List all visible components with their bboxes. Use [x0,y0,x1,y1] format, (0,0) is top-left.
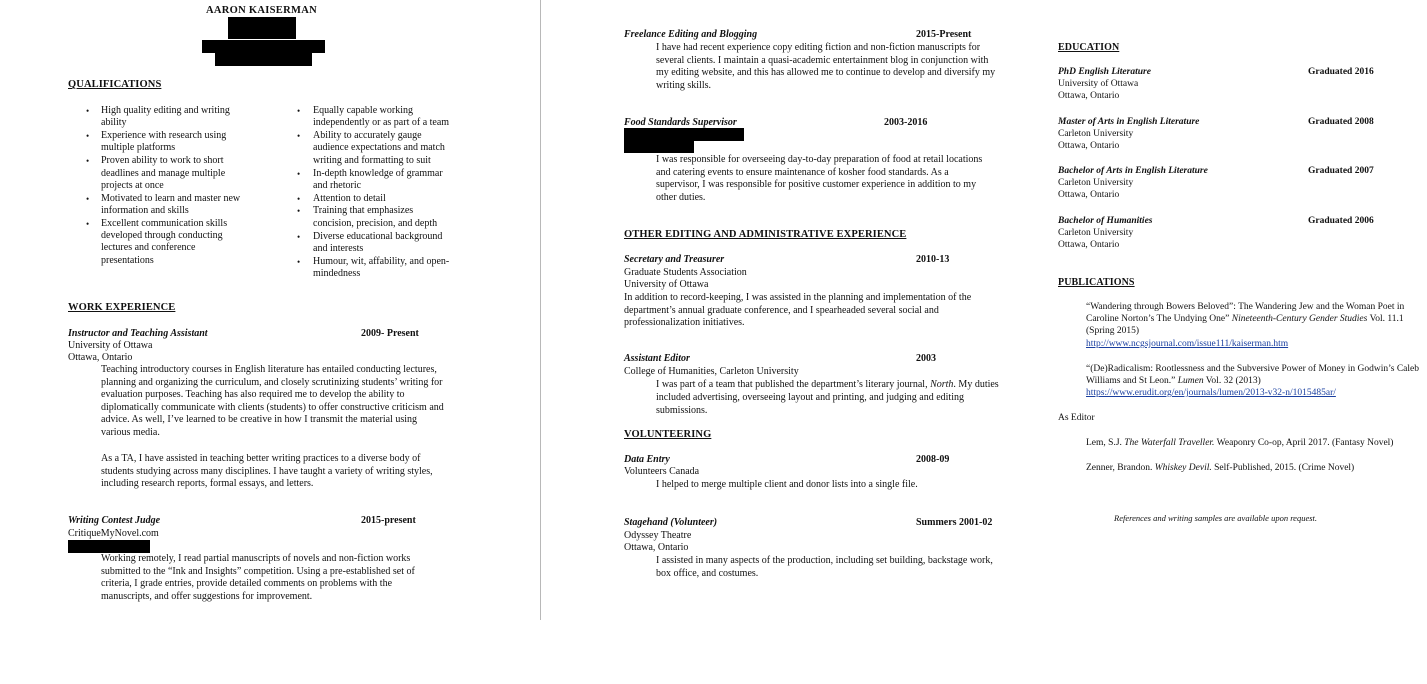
job-desc-data-entry: I helped to merge multiple client and donor lists into a single file. [656,479,918,490]
paragraph-line: included advertising, overseeing layout and printing, and judging and editing [656,392,964,403]
paragraph-line: planning and organizing the curriculum, and closely scrutinizing students’ writing for [101,376,443,388]
job-org-assistant-editor: College of Humanities, Carleton University [624,366,799,377]
pub1-line1: “Wandering through Bowers Beloved”: The Wandering Jew and the Woman Poet in [1086,302,1405,312]
education-date: Graduated 2007 [1308,166,1374,176]
qualification-item: and rhetoric [313,179,362,191]
paragraph-line: I assisted in many aspects of the production, including set building, backstage work, [656,555,993,566]
bullet-icon: • [86,193,90,204]
volunteering-heading: VOLUNTEERING [624,429,712,440]
paragraph-line: writing skills. [656,79,712,91]
education-degree: Master of Arts in English Literature [1058,116,1200,127]
pub2-link[interactable]: https://www.erudit.org/en/journals/lumen/2013-v32-n/1015485ar/ [1086,388,1336,398]
paragraph-line: criteria, I grade entries, provide detailed comments on problems with the [101,578,393,589]
paragraph-line: submissions. [656,404,708,416]
paragraph-line: my editing website, and this has allowed me to continue to develop and diversify my [656,67,996,78]
education-school: Carleton University [1058,178,1134,188]
education-degree: Bachelor of Arts in English Literature [1058,166,1208,176]
qualification-item: Experience with research using [101,130,227,142]
paragraph-line: various media. [101,426,160,438]
as-editor-heading: As Editor [1058,413,1095,423]
bullet-icon: • [297,231,301,242]
paragraph-line: In addition to record-keeping, I was assisted in the planning and implementation of the [624,292,972,303]
qualification-item: In-depth knowledge of grammar [313,167,443,179]
qualification-item: Humour, wit, affability, and open- [313,255,450,267]
job-title-data-entry: Data Entry [624,454,670,465]
education-school: Carleton University [1058,128,1134,139]
education-degree: Bachelor of Humanities [1058,215,1153,226]
paragraph-line: and catering events to ensure maintenance of kosher food standards. As a [656,166,949,178]
editor-item-2: Zenner, Brandon. Whiskey Devil. Self-Published, 2015. (Crime Novel) [1086,463,1355,473]
qualification-item: audience expectations and match [313,142,445,154]
job-org-data-entry: Volunteers Canada [624,466,700,477]
paragraph-line: students studying across many disciplines. I have taught a variety of writing styles, [101,465,433,477]
paragraph-line: department’s annual graduate conference, and I spearheaded several social and [624,304,939,316]
education-degree: PhD English Literature [1058,67,1151,77]
job-place-stagehand: Ottawa, Ontario [624,542,689,553]
work-experience-heading: WORK EXPERIENCE [68,302,176,313]
job-title-secretary: Secretary and Treasurer [624,254,725,265]
bullet-icon: • [86,156,90,167]
qualification-item: independently or as part of a team [313,117,450,129]
bullet-icon: • [297,131,301,142]
paragraph-line: including research reports, formal essays, and letters. [101,478,314,489]
pub1-line3: (Spring 2015) [1086,326,1140,336]
references-note: References and writing samples are available upon request. [1114,513,1318,523]
qualification-item: Proven ability to work to short [101,155,224,167]
education-place: Ottawa, Ontario [1058,239,1120,250]
job-date-food-supervisor: 2003-2016 [884,117,928,128]
job-org-contest-judge: CritiqueMyNovel.com [68,528,159,539]
redacted-contact-2 [202,40,325,53]
other-experience-heading: OTHER EDITING AND ADMINISTRATIVE EXPERIENCE [624,229,907,240]
pub1-line2: Caroline Norton’s The Undying One” Nineteenth-Century Gender Studies Vol. 11.1 [1086,314,1404,324]
job-date-freelance: 2015-Present [916,29,972,40]
paragraph-line: I was responsible for overseeing day-to-day preparation of food at retail locations [656,154,983,165]
qualification-item: Training that emphasizes [313,205,414,217]
redacted-contact-1 [228,17,296,39]
job-title-stagehand: Stagehand (Volunteer) [624,517,718,528]
qualification-item: multiple platforms [101,142,176,154]
qualification-item: mindedness [313,267,361,279]
paragraph-line: other duties. [656,191,706,203]
paragraph-line: Working remotely, I read partial manuscripts of novels and non-fiction works [101,553,411,564]
paragraph-line: evaluation purposes. Teaching has also required me to develop the ability to [101,389,405,400]
publications-heading: PUBLICATIONS [1058,277,1135,288]
job-date-contest-judge: 2015-present [361,515,416,526]
qualification-item: deadlines and manage multiple [101,167,226,179]
job-date-instructor: 2009- Present [361,328,419,339]
paragraph-line: supervisor, I was responsible for positive customer experience in addition to my [656,179,977,190]
qualification-item: concision, precision, and depth [313,217,438,229]
pub2-line1: “(De)Radicalism: Rootlessness and the Subversive Power of Money in Godwin’s Caleb [1086,364,1419,374]
bullet-icon: • [297,168,301,179]
bullet-icon: • [86,106,90,116]
job-date-assistant-editor: 2003 [916,353,936,364]
qualifications-heading: QUALIFICATIONS [68,79,162,90]
page-divider [540,0,541,620]
qualification-item: Attention to detail [313,192,386,204]
qualification-item: Equally capable working [313,105,413,116]
bullet-icon: • [86,218,90,229]
paragraph-line: professionalization initiatives. [624,317,745,328]
pub2-line2: Williams and St Leon.” Lumen Vol. 32 (2013) [1086,376,1261,386]
education-date: Graduated 2016 [1308,67,1374,77]
paragraph-line: I have had recent experience copy editing fiction and non-fiction manuscripts for [656,42,981,53]
education-date: Graduated 2008 [1308,116,1374,127]
redacted-employer-1 [624,128,744,141]
qualification-item: Diverse educational background [313,230,443,242]
qualification-item: writing and formatting to suit [313,154,431,166]
qualification-item: lectures and conference [101,242,196,254]
job-date-data-entry: 2008-09 [916,454,950,465]
paragraph-line: submitted to the “Ink and Insights” competition. Using a pre-established set of [101,565,415,577]
resume-name: AARON KAISERMAN [206,5,317,16]
education-school: Carleton University [1058,227,1134,238]
education-place: Ottawa, Ontario [1058,190,1120,200]
job-title-freelance: Freelance Editing and Blogging [624,29,758,40]
qualification-item: Excellent communication skills [101,217,228,229]
qualification-item: information and skills [101,204,189,216]
redacted-contact-3 [215,53,312,66]
job-org-stagehand: Odyssey Theatre [624,530,692,541]
bullet-icon: • [86,131,90,142]
job-title-contest-judge: Writing Contest Judge [68,515,161,526]
qualification-item: and interests [313,242,364,254]
paragraph-line: As a TA, I have assisted in teaching better writing practices to a diverse body of [101,453,421,464]
qualification-item: Ability to accurately gauge [313,130,422,142]
education-heading: EDUCATION [1058,42,1120,53]
qualification-item: ability [101,117,127,129]
bullet-icon: • [297,206,301,217]
education-place: Ottawa, Ontario [1058,140,1120,151]
education-school: University of Ottawa [1058,79,1139,89]
qualification-item: presentations [101,254,154,266]
job-date-secretary: 2010-13 [916,254,950,265]
paragraph-line: Teaching introductory courses in English literature has entailed conducting lectures, [101,364,437,375]
pub1-link[interactable]: http://www.ncgsjournal.com/issue111/kaiserman.htm [1086,339,1289,349]
bullet-icon: • [297,193,301,204]
job-title-instructor: Instructor and Teaching Assistant [68,328,208,339]
job-desc-assistant-editor-line1: I was part of a team that published the department’s literary journal, North. My duties [656,379,999,390]
editor-item-1: Lem, S.J. The Waterfall Traveller. Weaponry Co-op, April 2017. (Fantasy Novel) [1086,438,1394,448]
education-place: Ottawa, Ontario [1058,91,1120,101]
job-org-instructor: University of Ottawa [68,340,153,351]
job-org-secretary: Graduate Students Association [624,267,747,278]
paragraph-line: advice. As well, I’ve learned to be creative in how I transmit the material using [101,414,418,425]
paragraph-line: several clients. I maintain a quasi-academic entertainment blog in conjunction with [656,54,989,66]
job-title-assistant-editor: Assistant Editor [624,353,690,364]
bullet-icon: • [297,106,301,116]
education-date: Graduated 2006 [1308,215,1374,226]
job-date-stagehand: Summers 2001-02 [916,517,993,528]
job-title-food-supervisor: Food Standards Supervisor [624,117,737,128]
qualification-item: Motivated to learn and master new [101,192,241,204]
job-place-instructor: Ottawa, Ontario [68,352,133,363]
paragraph-line: box office, and costumes. [656,567,759,579]
paragraph-line: manuscripts, and offer suggestions for improvement. [101,590,313,602]
redacted-employer-2 [624,141,694,153]
qualification-item: High quality editing and writing [101,105,230,116]
qualification-item: projects at once [101,179,164,191]
bullet-icon: • [297,256,301,267]
paragraph-line: diplomatically communicate with clients (students) to offer constructive criticism and [101,401,444,413]
qualification-item: developed through conducting [101,230,223,241]
job-place-secretary: University of Ottawa [624,279,709,290]
redacted-location [68,540,150,553]
